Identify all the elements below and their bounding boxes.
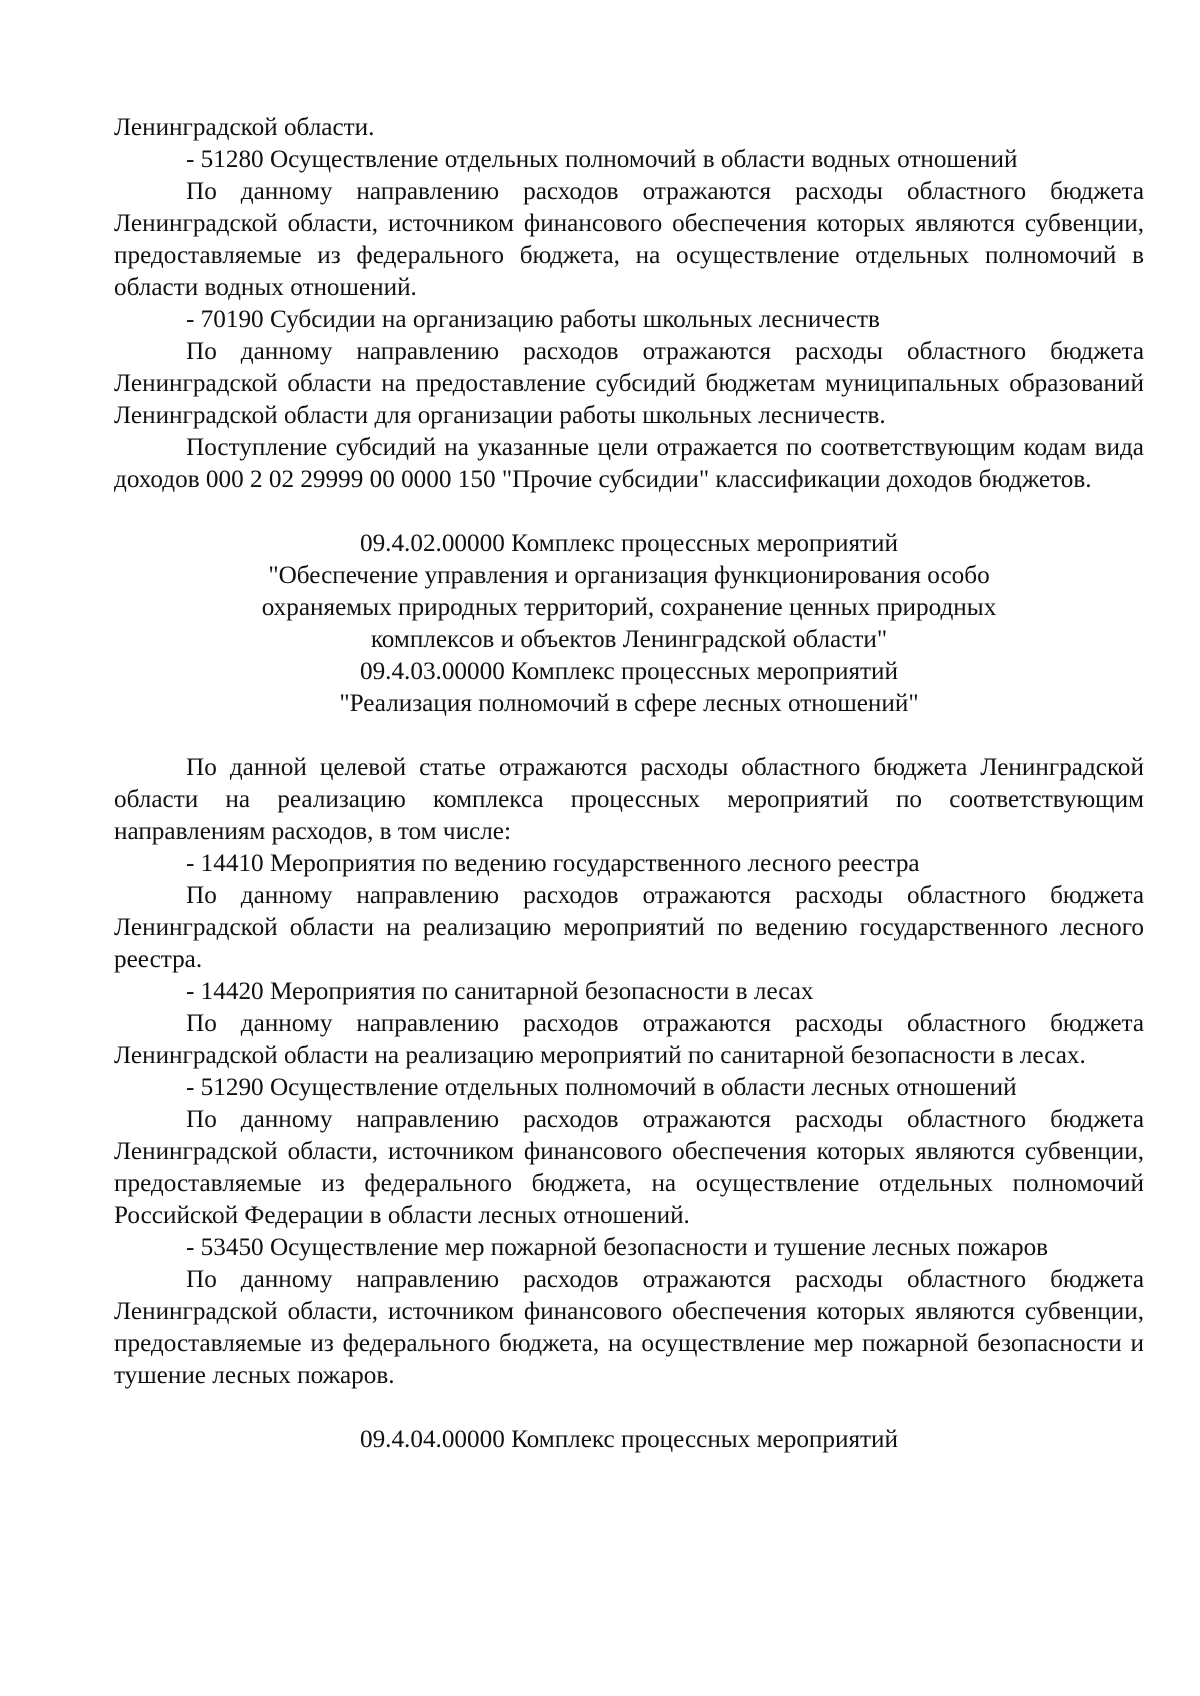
expense-code-70190: - 70190 Субсидии на организацию работы школьных лесничеств (186, 306, 880, 333)
heading-line: 09.4.02.00000 Комплекс процессных мероприятий (359, 530, 899, 557)
paragraph-51290-description: По данному направлению расходов отражаются расходы областного бюджета Ленинградской области, источником финансового обеспечения которых являются субвенции, предоставляемые из федерального бюджета, на осуществление отдельных полномочий Российской Федерации в области лесных отношений. (114, 1106, 1144, 1229)
spacer (114, 1392, 1144, 1424)
heading-line: 09.4.03.00000 Комплекс процессных мероприятий (359, 658, 899, 685)
document-body (114, 112, 1144, 1456)
heading-line: охраняемых природных территорий, сохранение ценных природных (261, 594, 997, 621)
paragraph-70190-description: По данному направлению расходов отражаются расходы областного бюджета Ленинградской области на предоставление субсидий бюджетам муниципальных образований Ленинградской области для организации работы школьных лесничеств. (114, 338, 1144, 429)
paragraph-subsidy-income: Поступление субсидий на указанные цели отражается по соответствующим кодам вида доходов 000 2 02 29999 00 0000 150 "Прочие субсидии" классификации доходов бюджетов. (114, 434, 1144, 493)
paragraph-target-article: По данной целевой статье отражаются расходы областного бюджета Ленинградской области на реализацию комплекса процессных мероприятий по соответствующим направлениям расходов, в том числе: (114, 754, 1144, 845)
expense-code-51280: - 51280 Осуществление отдельных полномочий в области водных отношений (186, 146, 1018, 173)
paragraph-53450-description: По данному направлению расходов отражаются расходы областного бюджета Ленинградской области, источником финансового обеспечения которых являются субвенции, предоставляемые из федерального бюджета, на осуществление мер пожарной безопасности и тушение лесных пожаров. (114, 1266, 1144, 1389)
paragraph-14410-description: По данному направлению расходов отражаются расходы областного бюджета Ленинградской области на реализацию мероприятий по ведению государственного лесного реестра. (114, 882, 1144, 973)
section-heading-09-4-04 (114, 1424, 1144, 1456)
paragraph-14420-description: По данному направлению расходов отражаются расходы областного бюджета Ленинградской области на реализацию мероприятий по санитарной безопасности в лесах. (114, 1010, 1144, 1069)
section-heading-09-4-02 (114, 528, 1144, 656)
heading-line: комплексов и объектов Ленинградской области" (370, 626, 888, 653)
section-heading-09-4-03 (114, 656, 1144, 720)
paragraph-continuation: Ленинградской области. (114, 114, 375, 141)
spacer (114, 720, 1144, 752)
heading-line: 09.4.04.00000 Комплекс процессных мероприятий (359, 1426, 899, 1453)
paragraph-51280-description: По данному направлению расходов отражаются расходы областного бюджета Ленинградской области, источником финансового обеспечения которых являются субвенции, предоставляемые из федерального бюджета, на осуществление отдельных полномочий в области водных отношений. (114, 178, 1144, 301)
expense-code-14410: - 14410 Мероприятия по ведению государственного лесного реестра (186, 850, 920, 877)
expense-code-53450: - 53450 Осуществление мер пожарной безопасности и тушение лесных пожаров (186, 1234, 1049, 1261)
spacer (114, 496, 1144, 528)
heading-line: "Реализация полномочий в сфере лесных отношений" (339, 690, 919, 717)
expense-code-14420: - 14420 Мероприятия по санитарной безопасности в лесах (186, 978, 814, 1005)
expense-code-51290: - 51290 Осуществление отдельных полномочий в области лесных отношений (186, 1074, 1017, 1101)
heading-line: "Обеспечение управления и организация функционирования особо (268, 562, 990, 589)
